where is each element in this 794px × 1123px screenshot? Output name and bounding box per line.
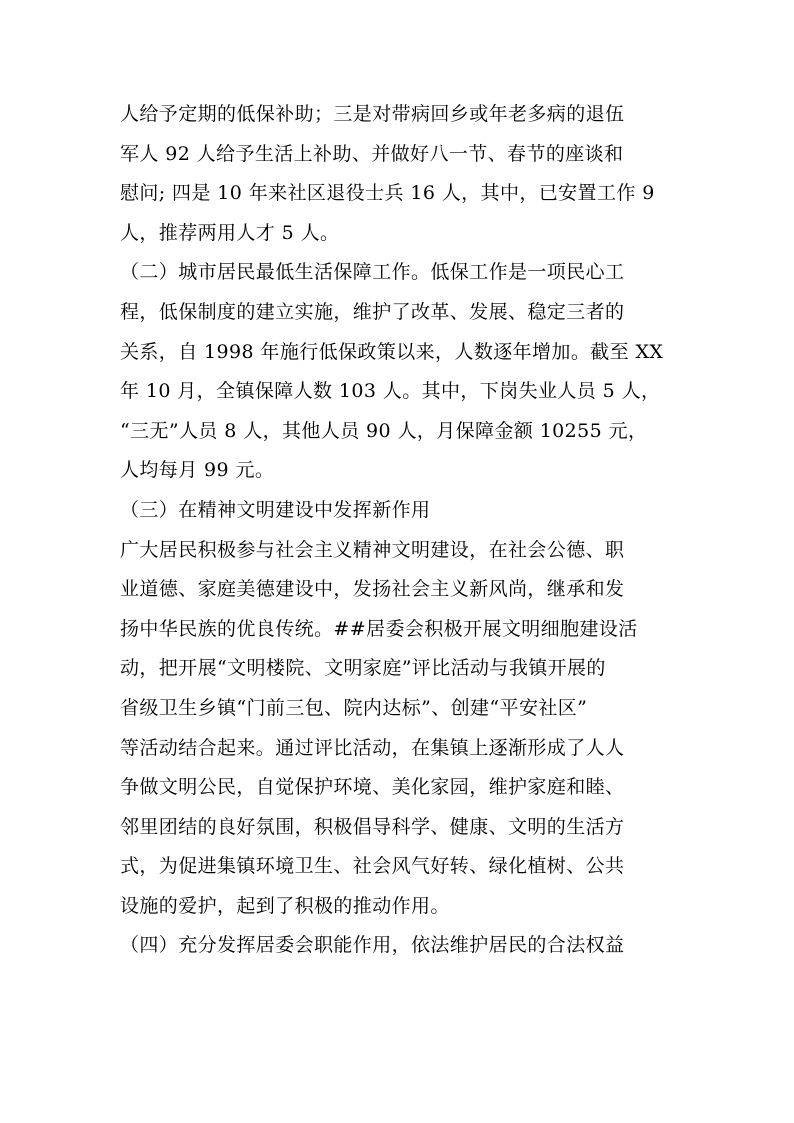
text-line: 广大居民积极参与社会主义精神文明建设，在社会公德、职 <box>120 538 625 561</box>
section-heading: （四）充分发挥居委会职能作用，依法维护居民的合法权益 <box>120 934 625 957</box>
text-line: 扬中华民族的优良传统。##居委会积极开展文明细胞建设活 <box>120 617 638 640</box>
document-body <box>120 95 700 966</box>
text-line: 动，把开展“文明楼院、文明家庭”评比活动与我镇开展的 <box>120 657 606 680</box>
text-line: 人给予定期的低保补助；三是对带病回乡或年老多病的退伍 <box>120 103 625 125</box>
text-line: 人均每月 99 元。 <box>120 459 275 482</box>
text-line: 军人 92 人给予生活上补助、并做好八一节、春节的座谈和 <box>120 142 624 165</box>
text-line: 关系，自 1998 年施行低保政策以来，人数逐年增加。截至 XX <box>120 340 664 363</box>
text-line: 争做文明公民，自觉保护环境、美化家园，维护家庭和睦、 <box>120 776 625 799</box>
text-line: 慰问; 四是 10 年来社区退役士兵 16 人，其中，已安置工作 9 <box>120 182 655 205</box>
text-line: 程，低保制度的建立实施，维护了改革、发展、稳定三者的 <box>120 300 625 323</box>
text-line: 设施的爱护，起到了积极的推动作用。 <box>120 894 450 917</box>
text-line: 业道德、家庭美德建设中，发扬社会主义新风尚，继承和发 <box>120 578 625 601</box>
text-line: 等活动结合起来。通过评比活动，在集镇上逐渐形成了人人 <box>120 736 625 759</box>
text-line: 省级卫生乡镇“门前三包、院内达标”、创建“平安社区” <box>120 696 588 719</box>
text-line: 人，推荐两用人才 5 人。 <box>120 221 340 244</box>
section-heading: （二）城市居民最低生活保障工作。低保工作是一项民心工 <box>120 261 625 284</box>
text-line: 式，为促进集镇环境卫生、社会风气好转、绿化植树、公共 <box>120 855 625 878</box>
text-line: 年 10 月，全镇保障人数 103 人。其中，下岗失业人员 5 人， <box>120 380 661 403</box>
text-line: 邻里团结的良好氛围，积极倡导科学、健康、文明的生活方 <box>120 815 625 838</box>
section-heading: （三）在精神文明建设中发挥新作用 <box>120 498 431 521</box>
text-line: “三无”人员 8 人，其他人员 90 人，月保障金额 10255 元， <box>120 419 648 442</box>
